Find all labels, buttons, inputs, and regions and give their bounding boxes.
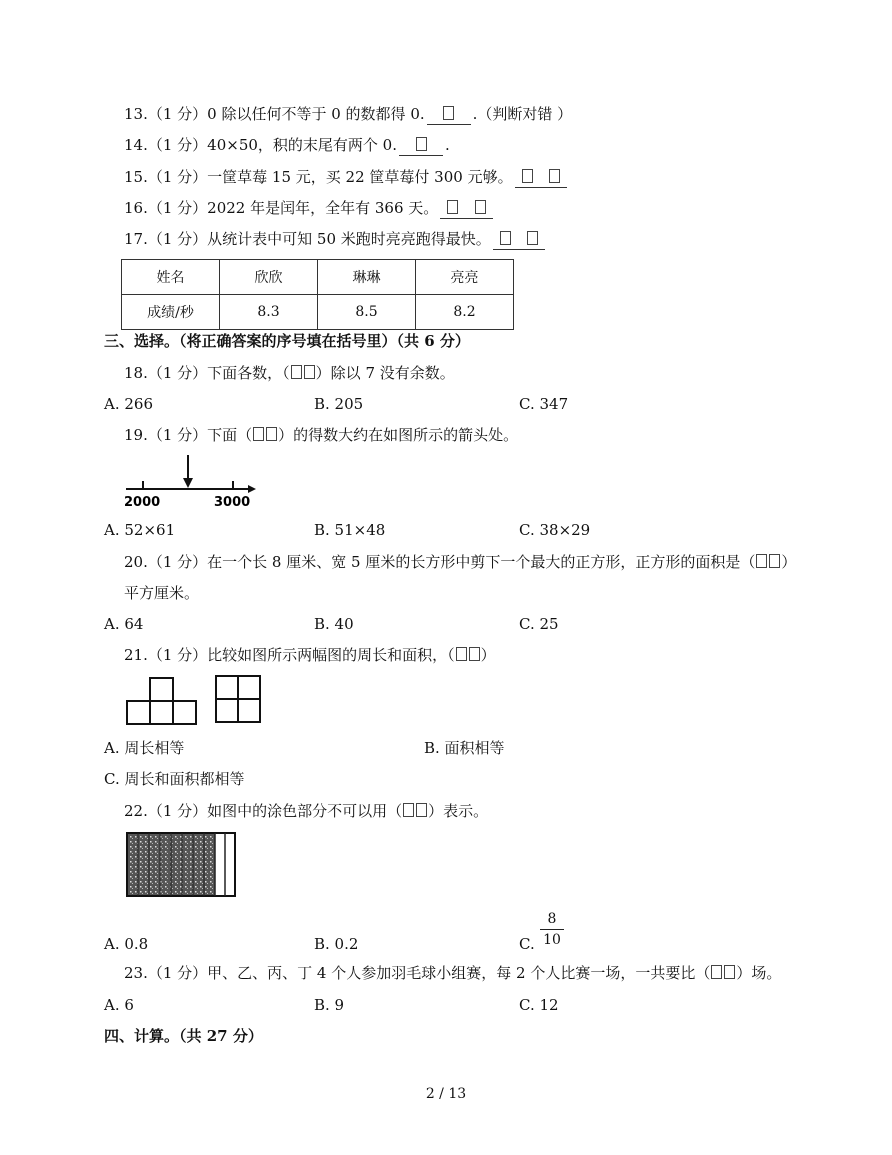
answer-blank[interactable] [427, 104, 471, 125]
table-cell: 姓名 [122, 260, 220, 295]
answer-blank[interactable] [399, 135, 443, 156]
answer-blank[interactable] [515, 167, 567, 188]
square-shape-figure [216, 676, 260, 722]
table-cell: 8.2 [416, 295, 514, 330]
section-heading-3: 三、选择。（将正确答案的序号填在括号里）（共 6 分） [104, 332, 470, 350]
option-b[interactable]: B. 9 [314, 996, 345, 1014]
option-b[interactable]: B. 0.2 [314, 935, 359, 953]
placeholder-box-icon [469, 647, 480, 661]
question-18: 18.（1 分）下面各数，（ ）除以 7 没有余数。 [124, 364, 455, 382]
placeholder-box-icon [724, 965, 735, 979]
placeholder-box-icon [711, 965, 722, 979]
option-a[interactable]: A. 6 [104, 996, 134, 1014]
question-17: 17.（1 分）从统计表中可知 50 米跑时亮亮跑得最快。 [124, 229, 547, 250]
answer-blank[interactable] [493, 229, 545, 250]
table-cell: 欣欣 [220, 260, 318, 295]
placeholder-box-icon [756, 554, 767, 568]
option-a[interactable]: A. 52×61 [104, 521, 176, 539]
question-15: 15.（1 分）一筐草莓 15 元，买 22 筐草莓付 300 元够。 [124, 167, 569, 188]
placeholder-box-icon [500, 231, 511, 245]
fraction-eight-tenths: 8 10 [540, 910, 564, 949]
table-row [122, 260, 514, 295]
axis-arrow-icon [248, 485, 256, 493]
placeholder-box-icon [253, 427, 264, 441]
question-14: 14.（1 分）40×50，积的末尾有两个 0. . [124, 136, 450, 154]
question-21: 21.（1 分）比较如图所示两幅图的周长和面积，（ ） [124, 646, 496, 664]
question-22: 22.（1 分）如图中的涂色部分不可以用（ ）表示。 [124, 802, 489, 820]
question-20-line2: 平方厘米。 [124, 584, 200, 602]
placeholder-box-icon [416, 803, 427, 817]
shape-comparison-figure [124, 674, 269, 730]
tick-label-3000: 3000 [214, 495, 251, 510]
page-number: 2 / 13 [425, 1086, 467, 1102]
placeholder-box-icon [549, 169, 560, 183]
table-row [122, 295, 514, 330]
placeholder-box-icon [291, 365, 302, 379]
option-c[interactable]: C. 38×29 [519, 521, 591, 539]
option-c[interactable]: C. [519, 935, 535, 953]
option-b[interactable]: B. 205 [314, 395, 364, 413]
option-c[interactable]: C. 25 [519, 615, 559, 633]
tick-label-2000: 2000 [124, 495, 161, 510]
option-c[interactable]: C. 12 [519, 996, 559, 1014]
pointer-arrow-icon [183, 478, 193, 488]
option-c[interactable]: C. 347 [519, 395, 569, 413]
fraction-bar [540, 929, 564, 930]
placeholder-box-icon [522, 169, 533, 183]
option-a[interactable]: A. 64 [104, 615, 144, 633]
shaded-bar-figure [124, 830, 240, 900]
option-a[interactable]: A. 0.8 [104, 935, 149, 953]
t-shape-figure [127, 678, 196, 724]
section-heading-4: 四、计算。（共 27 分） [104, 1027, 263, 1045]
placeholder-box-icon [266, 427, 277, 441]
score-table [121, 259, 514, 330]
option-b[interactable]: B. 51×48 [314, 521, 386, 539]
placeholder-box-icon [527, 231, 538, 245]
placeholder-box-icon [416, 137, 427, 151]
question-20: 20.（1 分）在一个长 8 厘米、宽 5 厘米的长方形中剪下一个最大的正方形，正方形的面积是（ ） [124, 553, 797, 571]
placeholder-box-icon [447, 200, 458, 214]
table-cell: 亮亮 [416, 260, 514, 295]
question-13: 13.（1 分）0 除以任何不等于 0 的数都得 0. .（判断对错 ） [124, 105, 573, 123]
table-cell: 8.3 [220, 295, 318, 330]
question-16: 16.（1 分）2022 年是闰年，全年有 366 天。 [124, 198, 495, 219]
placeholder-box-icon [456, 647, 467, 661]
answer-blank[interactable] [440, 198, 492, 219]
question-23: 23.（1 分）甲、乙、丙、丁 4 个人参加羽毛球小组赛，每 2 个人比赛一场，一共要比（ ）场。 [124, 964, 782, 982]
option-a[interactable]: A. 266 [104, 395, 153, 413]
option-b[interactable]: B. 40 [314, 615, 354, 633]
table-cell: 8.5 [318, 295, 416, 330]
placeholder-box-icon [475, 200, 486, 214]
table-cell: 成绩/秒 [122, 295, 220, 330]
placeholder-box-icon [403, 803, 414, 817]
number-line-figure [120, 452, 260, 512]
option-b[interactable]: B. 面积相等 [424, 739, 505, 757]
table-cell: 琳琳 [318, 260, 416, 295]
option-c[interactable]: C. 周长和面积都相等 [104, 770, 245, 788]
placeholder-box-icon [769, 554, 780, 568]
placeholder-box-icon [304, 365, 315, 379]
placeholder-box-icon [443, 106, 454, 120]
question-19: 19.（1 分）下面（ ）的得数大约在如图所示的箭头处。 [124, 426, 519, 444]
option-a[interactable]: A. 周长相等 [104, 739, 185, 757]
